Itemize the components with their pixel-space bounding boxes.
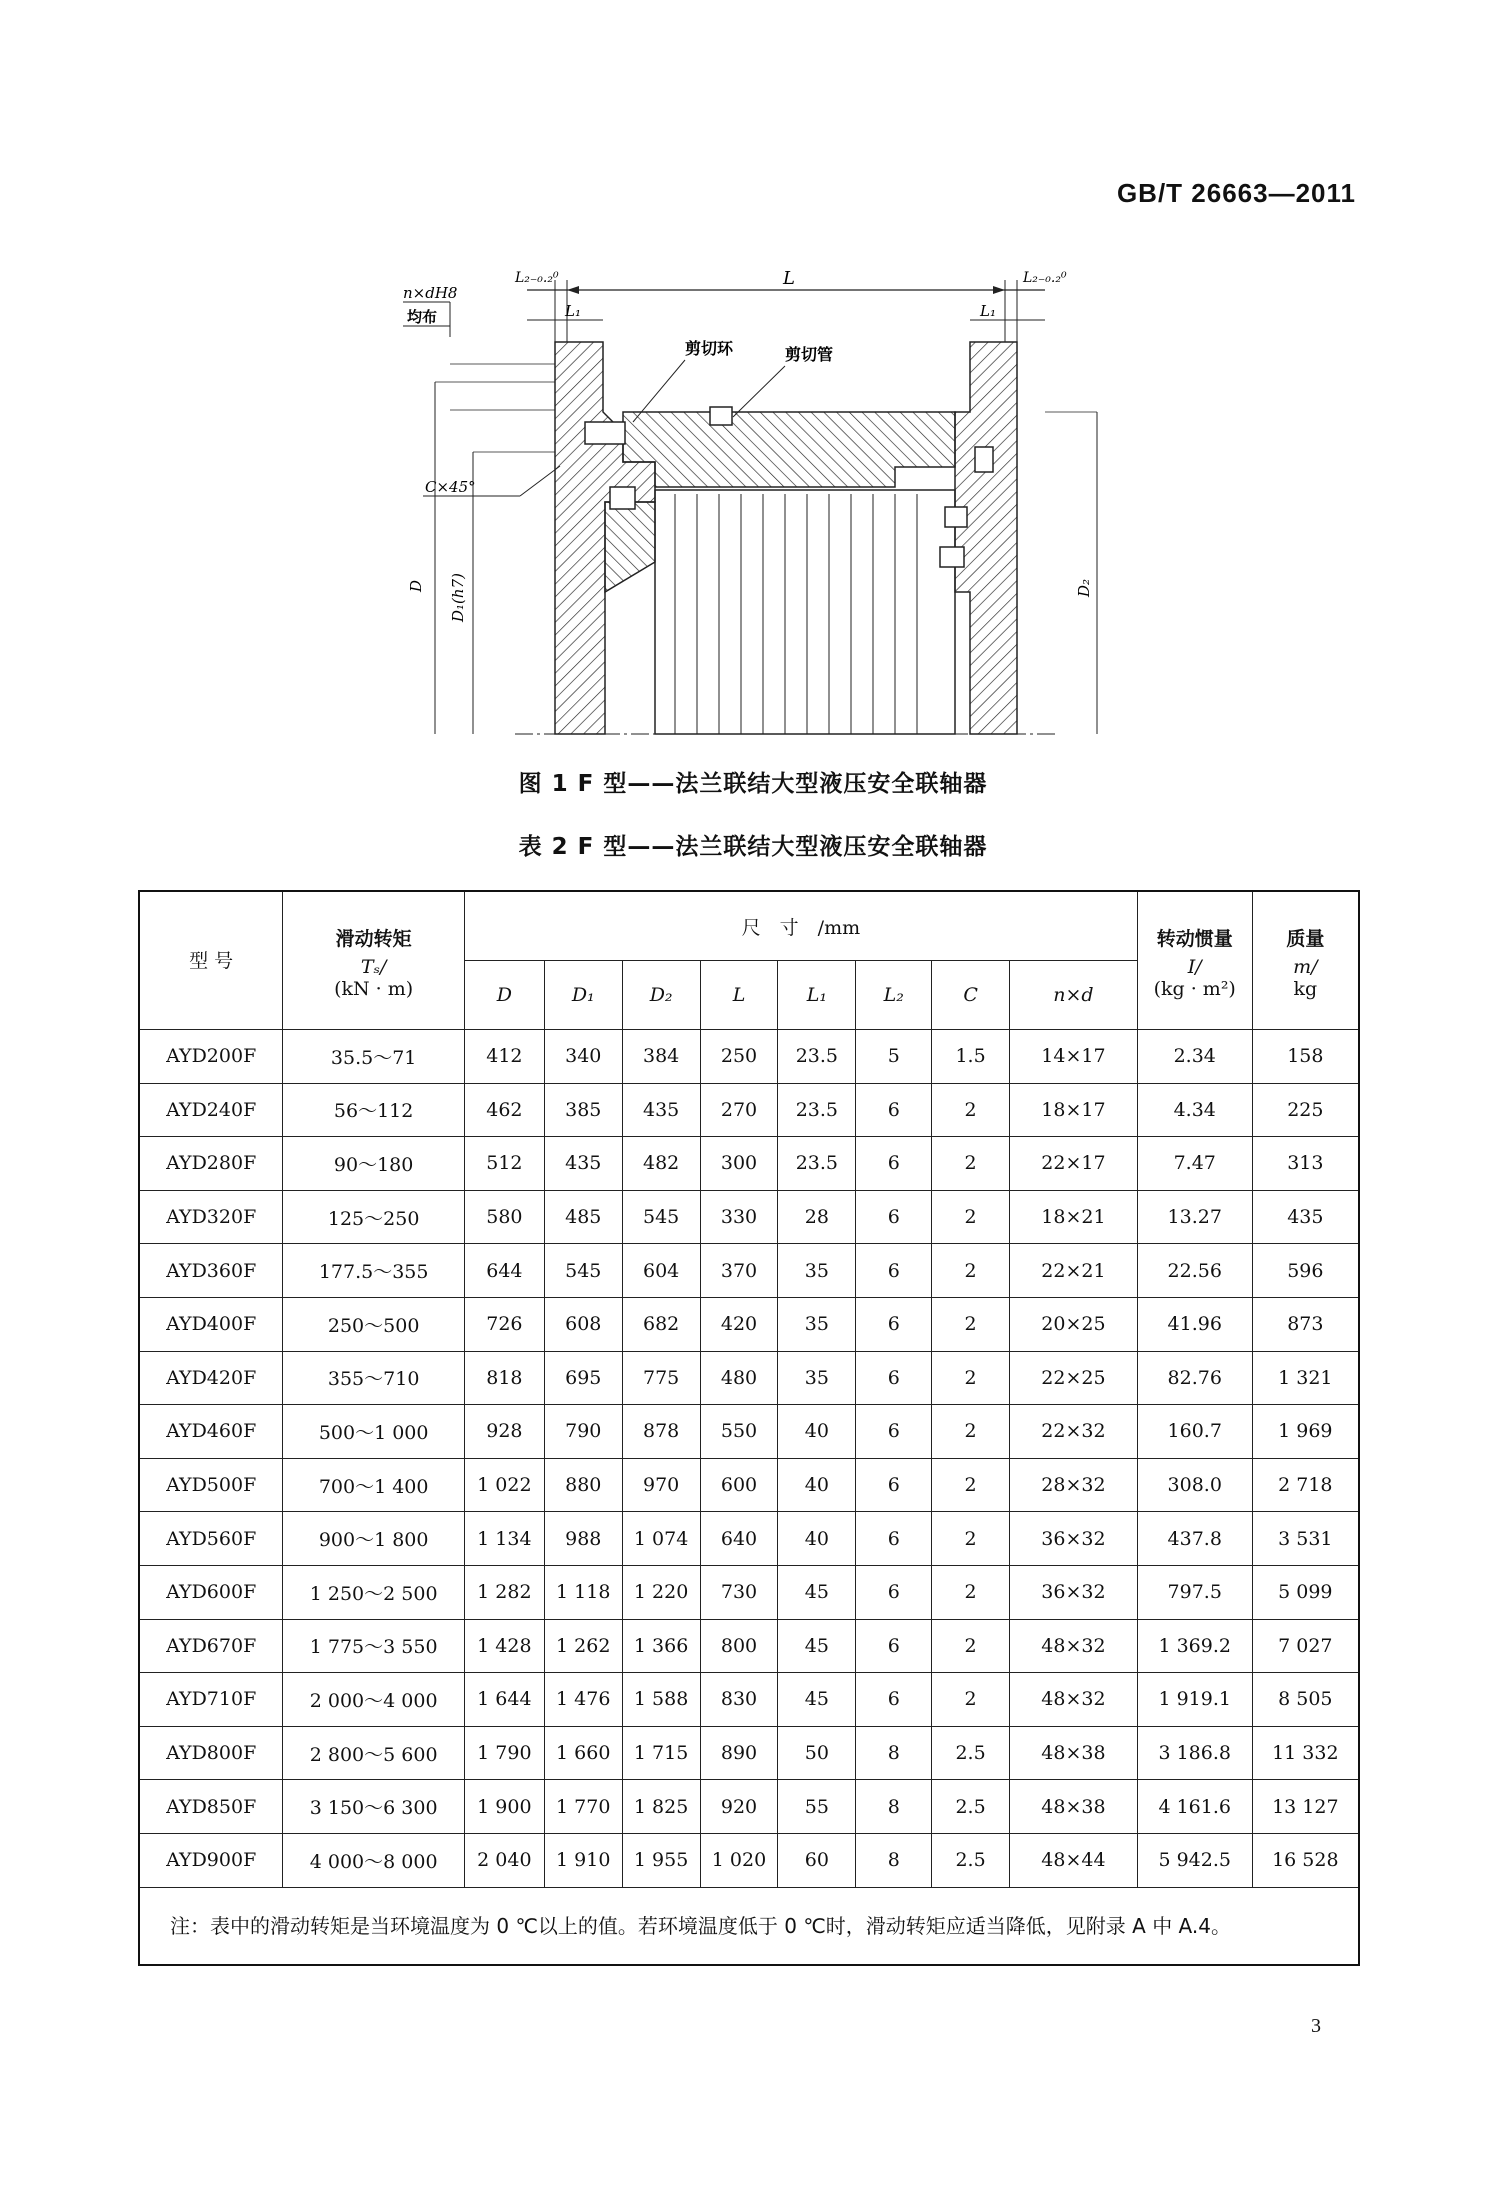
table-row: [139, 1780, 1359, 1834]
header-mass-line3: kg: [1293, 977, 1318, 1000]
bolt-hole-label: n×dH8: [403, 284, 458, 302]
table-cell: 7.47: [1137, 1137, 1252, 1191]
table-cell: 35: [778, 1244, 856, 1298]
table-cell: 512: [464, 1137, 544, 1191]
table-cell: 800: [700, 1619, 778, 1673]
table-row: [139, 1833, 1359, 1887]
table-cell: 6: [856, 1244, 932, 1298]
table-cell: 2: [932, 1565, 1010, 1619]
table-row: [139, 1137, 1359, 1191]
header-mass: [1252, 891, 1359, 1030]
table-cell: 970: [622, 1458, 700, 1512]
table-cell: 6: [856, 1137, 932, 1191]
table-cell: 41.96: [1137, 1297, 1252, 1351]
table-cell: 48×44: [1010, 1833, 1138, 1887]
table-cell: 2: [932, 1083, 1010, 1137]
table-cell: 3 531: [1252, 1512, 1359, 1566]
table-cell: 420: [700, 1297, 778, 1351]
dim-L1-left-label: L₁: [565, 302, 581, 320]
table-cell: 2 800～5 600: [283, 1726, 465, 1780]
table-cell: 8 505: [1252, 1673, 1359, 1727]
table-cell: 8: [856, 1726, 932, 1780]
model-cell: AYD420F: [139, 1351, 283, 1405]
table-cell: 695: [544, 1351, 622, 1405]
table-cell: 830: [700, 1673, 778, 1727]
table-cell: 5 099: [1252, 1565, 1359, 1619]
header-dimensions: 尺 寸 /mm: [464, 891, 1137, 961]
header-inertia-line3: (kg · m²): [1153, 977, 1236, 1000]
table-cell: 5: [856, 1030, 932, 1084]
table-cell: 600: [700, 1458, 778, 1512]
table-cell: 1 020: [700, 1833, 778, 1887]
dim-L2-right-label: L₂₋₀.₂⁰: [1023, 270, 1067, 286]
model-cell: AYD850F: [139, 1780, 283, 1834]
table-cell: 160.7: [1137, 1405, 1252, 1459]
header-inertia: [1137, 891, 1252, 1030]
table-cell: 500～1 000: [283, 1405, 465, 1459]
table-cell: 82.76: [1137, 1351, 1252, 1405]
table-cell: 790: [544, 1405, 622, 1459]
table-cell: 90～180: [283, 1137, 465, 1191]
shear-ring-label: 剪切环: [685, 339, 734, 358]
table-cell: 6: [856, 1190, 932, 1244]
table-cell: 18×21: [1010, 1190, 1138, 1244]
table-row: [139, 1565, 1359, 1619]
table-row: [139, 1244, 1359, 1298]
table-cell: 1 366: [622, 1619, 700, 1673]
table-cell: 4 161.6: [1137, 1780, 1252, 1834]
header-D1: D₁: [544, 961, 622, 1030]
table-cell: 435: [1252, 1190, 1359, 1244]
model-cell: AYD280F: [139, 1137, 283, 1191]
table-row: [139, 1297, 1359, 1351]
table-cell: 700～1 400: [283, 1458, 465, 1512]
table-cell: 644: [464, 1244, 544, 1298]
table-cell: 1 790: [464, 1726, 544, 1780]
table-cell: 2: [932, 1137, 1010, 1191]
table-cell: 1 262: [544, 1619, 622, 1673]
table-cell: 300: [700, 1137, 778, 1191]
table-cell: 6: [856, 1351, 932, 1405]
model-cell: AYD900F: [139, 1833, 283, 1887]
table-cell: 412: [464, 1030, 544, 1084]
table-cell: 177.5～355: [283, 1244, 465, 1298]
table-body: [139, 1030, 1359, 1888]
table-caption: 表 2 F 型——法兰联结大型液压安全联轴器: [518, 834, 988, 860]
table-cell: 23.5: [778, 1137, 856, 1191]
table-cell: 60: [778, 1833, 856, 1887]
table-row: [139, 1351, 1359, 1405]
table-cell: 435: [544, 1137, 622, 1191]
table-cell: 890: [700, 1726, 778, 1780]
table-cell: 22×25: [1010, 1351, 1138, 1405]
table-cell: 16 528: [1252, 1833, 1359, 1887]
table-cell: 2: [932, 1297, 1010, 1351]
table-row: [139, 1030, 1359, 1084]
table-cell: 2: [932, 1405, 1010, 1459]
header-L: L: [700, 961, 778, 1030]
table-cell: 308.0: [1137, 1458, 1252, 1512]
table-cell: 920: [700, 1780, 778, 1834]
table-cell: 1 775～3 550: [283, 1619, 465, 1673]
table-cell: 355～710: [283, 1351, 465, 1405]
table-cell: 6: [856, 1565, 932, 1619]
table-cell: 45: [778, 1673, 856, 1727]
table-cell: 1 022: [464, 1458, 544, 1512]
table-cell: 22×32: [1010, 1405, 1138, 1459]
table-cell: 3 186.8: [1137, 1726, 1252, 1780]
table-cell: 40: [778, 1458, 856, 1512]
table-cell: 1 919.1: [1137, 1673, 1252, 1727]
table-cell: 6: [856, 1673, 932, 1727]
table-cell: 2: [932, 1512, 1010, 1566]
table-cell: 2.5: [932, 1780, 1010, 1834]
table-cell: 462: [464, 1083, 544, 1137]
dim-L-label: L: [783, 268, 795, 289]
coupling-spec-table: [138, 890, 1360, 1966]
table-row: [139, 1673, 1359, 1727]
table-cell: 13.27: [1137, 1190, 1252, 1244]
model-cell: AYD560F: [139, 1512, 283, 1566]
table-row: [139, 1512, 1359, 1566]
model-cell: AYD240F: [139, 1083, 283, 1137]
table-row: [139, 1458, 1359, 1512]
table-cell: 1 900: [464, 1780, 544, 1834]
table-cell: 1 910: [544, 1833, 622, 1887]
table-cell: 1 220: [622, 1565, 700, 1619]
table-cell: 384: [622, 1030, 700, 1084]
table-cell: 480: [700, 1351, 778, 1405]
table-cell: 48×32: [1010, 1619, 1138, 1673]
table-cell: 485: [544, 1190, 622, 1244]
table-cell: 20×25: [1010, 1297, 1138, 1351]
table-cell: 1 074: [622, 1512, 700, 1566]
header-mass-line1: 质量: [1286, 927, 1325, 950]
table-cell: 1 715: [622, 1726, 700, 1780]
table-cell: 2: [932, 1351, 1010, 1405]
header-L1: L₁: [778, 961, 856, 1030]
table-cell: 370: [700, 1244, 778, 1298]
table-cell: 775: [622, 1351, 700, 1405]
table-cell: 55: [778, 1780, 856, 1834]
table-cell: 545: [622, 1190, 700, 1244]
table-cell: 682: [622, 1297, 700, 1351]
table-cell: 8: [856, 1833, 932, 1887]
table-cell: 28×32: [1010, 1458, 1138, 1512]
table-cell: 880: [544, 1458, 622, 1512]
header-mass-line2: m/: [1293, 955, 1318, 978]
table-cell: 1 825: [622, 1780, 700, 1834]
table-cell: 435: [622, 1083, 700, 1137]
header-D2: D₂: [622, 961, 700, 1030]
table-cell: 18×17: [1010, 1083, 1138, 1137]
chamfer-label: C×45°: [425, 478, 476, 496]
table-cell: 40: [778, 1512, 856, 1566]
table-cell: 1 282: [464, 1565, 544, 1619]
table-cell: 250～500: [283, 1297, 465, 1351]
table-row: [139, 1619, 1359, 1673]
table-cell: 2: [932, 1458, 1010, 1512]
table-cell: 2 040: [464, 1833, 544, 1887]
table-cell: 2 000～4 000: [283, 1673, 465, 1727]
model-cell: AYD360F: [139, 1244, 283, 1298]
table-cell: 28: [778, 1190, 856, 1244]
table-cell: 7 027: [1252, 1619, 1359, 1673]
table-cell: 2: [932, 1619, 1010, 1673]
table-cell: 313: [1252, 1137, 1359, 1191]
table-cell: 6: [856, 1083, 932, 1137]
table-cell: 6: [856, 1405, 932, 1459]
standard-code: GB/T 26663—2011: [1116, 178, 1356, 208]
table-cell: 45: [778, 1619, 856, 1673]
table-cell: 330: [700, 1190, 778, 1244]
table-cell: 1 588: [622, 1673, 700, 1727]
table-cell: 3 150～6 300: [283, 1780, 465, 1834]
table-cell: 1 644: [464, 1673, 544, 1727]
table-cell: 797.5: [1137, 1565, 1252, 1619]
table-cell: 1 476: [544, 1673, 622, 1727]
table-cell: 48×38: [1010, 1780, 1138, 1834]
table-cell: 6: [856, 1619, 932, 1673]
figure-caption: 图 1 F 型——法兰联结大型液压安全联轴器: [518, 771, 988, 797]
table-cell: 2.5: [932, 1726, 1010, 1780]
table-cell: 385: [544, 1083, 622, 1137]
table-cell: 50: [778, 1726, 856, 1780]
header-L2: L₂: [856, 961, 932, 1030]
table-cell: 56～112: [283, 1083, 465, 1137]
dim-L2-left-label: L₂₋₀.₂⁰: [515, 270, 559, 286]
table-cell: 11 332: [1252, 1726, 1359, 1780]
header-nd: n×d: [1010, 961, 1138, 1030]
table-cell: 13 127: [1252, 1780, 1359, 1834]
table-cell: 437.8: [1137, 1512, 1252, 1566]
table-cell: 2: [932, 1190, 1010, 1244]
model-cell: AYD400F: [139, 1297, 283, 1351]
table-cell: 4.34: [1137, 1083, 1252, 1137]
table-cell: 22.56: [1137, 1244, 1252, 1298]
header-inertia-line2: I/: [1187, 955, 1202, 978]
table-cell: 726: [464, 1297, 544, 1351]
coupling-drawing: [355, 262, 1125, 742]
table-cell: 48×38: [1010, 1726, 1138, 1780]
table-cell: 1 321: [1252, 1351, 1359, 1405]
table-cell: 35: [778, 1351, 856, 1405]
table-cell: 340: [544, 1030, 622, 1084]
table-cell: 2 718: [1252, 1458, 1359, 1512]
model-cell: AYD460F: [139, 1405, 283, 1459]
table-row: [139, 1083, 1359, 1137]
table-cell: 545: [544, 1244, 622, 1298]
table-cell: 640: [700, 1512, 778, 1566]
model-cell: AYD670F: [139, 1619, 283, 1673]
table-cell: 158: [1252, 1030, 1359, 1084]
header-torque: [283, 891, 465, 1030]
shear-tube-label: 剪切管: [785, 345, 834, 364]
table-cell: 6: [856, 1512, 932, 1566]
table-cell: 40: [778, 1405, 856, 1459]
model-cell: AYD710F: [139, 1673, 283, 1727]
table-cell: 22×21: [1010, 1244, 1138, 1298]
table-row: [139, 1726, 1359, 1780]
table-cell: 35: [778, 1297, 856, 1351]
table-note: 注：表中的滑动转矩是当环境温度为 0 ℃以上的值。若环境温度低于 0 ℃时，滑动转矩应适当降低，见附录 A 中 A.4。: [139, 1887, 1359, 1965]
table-cell: 22×17: [1010, 1137, 1138, 1191]
table-cell: 482: [622, 1137, 700, 1191]
model-cell: AYD200F: [139, 1030, 283, 1084]
table-row: [139, 1190, 1359, 1244]
table-cell: 6: [856, 1458, 932, 1512]
dim-D1-label: D₁(h7): [449, 573, 467, 622]
table-cell: 873: [1252, 1297, 1359, 1351]
table-cell: 1 369.2: [1137, 1619, 1252, 1673]
table-cell: 36×32: [1010, 1565, 1138, 1619]
dim-D-label: D: [407, 579, 425, 592]
model-cell: AYD800F: [139, 1726, 283, 1780]
table-cell: 2: [932, 1673, 1010, 1727]
table-cell: 14×17: [1010, 1030, 1138, 1084]
header-torque-line2: Tₛ/: [360, 955, 387, 978]
table-cell: 48×32: [1010, 1673, 1138, 1727]
table-cell: 6: [856, 1297, 932, 1351]
table-cell: 730: [700, 1565, 778, 1619]
table-cell: 23.5: [778, 1030, 856, 1084]
uniform-label: 均布: [407, 308, 438, 326]
header-D: D: [464, 961, 544, 1030]
table-cell: 928: [464, 1405, 544, 1459]
table-cell: 250: [700, 1030, 778, 1084]
dim-D2-label: D₂: [1075, 578, 1093, 597]
header-model: 型 号: [139, 891, 283, 1030]
table-cell: 1 955: [622, 1833, 700, 1887]
table-cell: 2.34: [1137, 1030, 1252, 1084]
table-cell: 1 770: [544, 1780, 622, 1834]
header-C: C: [932, 961, 1010, 1030]
dim-L1-right-label: L₁: [980, 302, 996, 320]
table-cell: 5 942.5: [1137, 1833, 1252, 1887]
model-cell: AYD320F: [139, 1190, 283, 1244]
table-row: [139, 1405, 1359, 1459]
table-cell: 1 250～2 500: [283, 1565, 465, 1619]
table-cell: 270: [700, 1083, 778, 1137]
table-cell: 2.5: [932, 1833, 1010, 1887]
table-cell: 900～1 800: [283, 1512, 465, 1566]
header-torque-line1: 滑动转矩: [335, 927, 412, 950]
table-cell: 1.5: [932, 1030, 1010, 1084]
header-inertia-line1: 转动惯量: [1156, 927, 1233, 950]
table-cell: 35.5～71: [283, 1030, 465, 1084]
table-cell: 878: [622, 1405, 700, 1459]
table-cell: 818: [464, 1351, 544, 1405]
table-cell: 36×32: [1010, 1512, 1138, 1566]
table-cell: 580: [464, 1190, 544, 1244]
table-cell: 604: [622, 1244, 700, 1298]
page-number: 3: [1311, 2015, 1321, 2037]
table-cell: 550: [700, 1405, 778, 1459]
table-cell: 2: [932, 1244, 1010, 1298]
table-cell: 596: [1252, 1244, 1359, 1298]
table-cell: 1 428: [464, 1619, 544, 1673]
table-cell: 1 969: [1252, 1405, 1359, 1459]
table-cell: 4 000～8 000: [283, 1833, 465, 1887]
table-cell: 8: [856, 1780, 932, 1834]
table-cell: 23.5: [778, 1083, 856, 1137]
model-cell: AYD500F: [139, 1458, 283, 1512]
table-cell: 988: [544, 1512, 622, 1566]
table-cell: 45: [778, 1565, 856, 1619]
table-cell: 225: [1252, 1083, 1359, 1137]
header-torque-line3: (kN · m): [334, 977, 414, 1000]
table-cell: 1 660: [544, 1726, 622, 1780]
model-cell: AYD600F: [139, 1565, 283, 1619]
table-cell: 1 134: [464, 1512, 544, 1566]
table-cell: 125～250: [283, 1190, 465, 1244]
sleeve-lines: [675, 494, 917, 734]
table-cell: 608: [544, 1297, 622, 1351]
table-cell: 1 118: [544, 1565, 622, 1619]
